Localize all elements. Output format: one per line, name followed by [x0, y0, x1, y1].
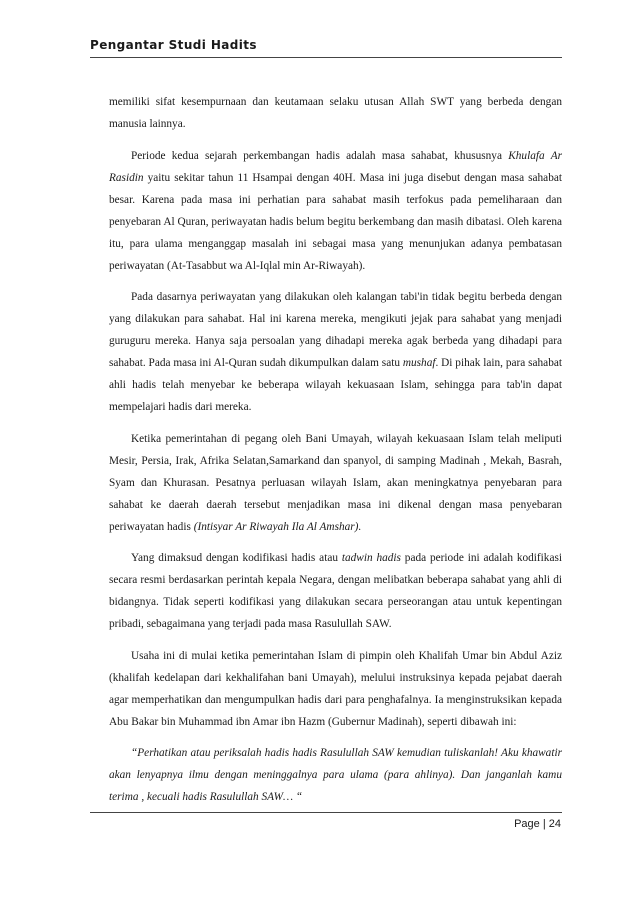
- text-run: pada periode ini adalah kodifikasi secara resmi berdasarkan perintah kepala Negara, dengan melibatkan beberapa sahabat yang ahli di bidangnya. Tidak seperti kodifikasi yang dilakukan secara perseorangan atau untuk kepentingan pribadi, sebagaimana yang terjadi pada masa Rasulullah SAW.: [109, 552, 563, 630]
- header-divider: [90, 57, 562, 58]
- page-number: Page | 24: [514, 818, 561, 830]
- running-header: Pengantar Studi Hadits: [90, 38, 257, 52]
- text-run: Ketika pemerintahan di pegang oleh Bani Umayah, wilayah kekuasaan Islam telah meliputi Mesir, Persia, Irak, Afrika Selatan,Samarkand dan spanyol, di samping Madinah , Mekah, Basrah, Syam dan Khurasan. Pesatnya perluasan wilayah Islam, akan meningkatnya penyebaran para sahabat ke daerah daerah tersebut menjadikan masa ini dikenal dengan masa penyebaran periwayatan hadis: [109, 432, 562, 533]
- paragraph: [109, 286, 562, 418]
- text-run: Usaha ini di mulai ketika pemerintahan Islam di pimpin oleh Khalifah Umar bin Abdul Aziz (khalifah kedelapan dari kekhalifahan bani Umayah), melului instruksinya kepada pejabat daerah agar memperhatikan dan mengumpulkan hadis dari para penghafalnya. Ia menginstruksikan kepada Abu Bakar bin Muhammad ibn Amar ibn Hazm (Gubernur Madinah), seperti dibawah ini:: [109, 649, 562, 728]
- text-run: yaitu sekitar tahun 11 Hsampai dengan 40H. Masa ini juga disebut dengan masa sahabat besar. Karena pada masa ini perhatian para sahabat masih terfokus pada pemeliharaan dan penyebaran Al Quran, periwayatan hadis belum begitu berkembang dan masih dibatasi. Oleh karena itu, para ulama menganggap masalah ini sebagai masa yang menunjukan adanya pembatasan periwayatan (At-Tasabbut wa Al-Iqlal min Ar-Riwayah).: [109, 171, 562, 272]
- text-run: Pada dasarnya periwayatan yang dilakukan oleh kalangan tabi'in tidak begitu berbeda dengan yang dilakukan para sahabat. Hal ini karena mereka, mengikuti jejak para sahabat yang menjadi guruguru mereka. Hanya saja persoalan yang dihadapi mereka agak berbeda yang dihadapi para sahabat. Pada masa ini Al-Quran sudah dikumpulkan dalam satu: [109, 291, 562, 369]
- paragraph: [109, 428, 562, 538]
- text-run: Periode kedua sejarah perkembangan hadis adalah masa sahabat, khususnya: [131, 149, 509, 162]
- body-text: [109, 91, 562, 818]
- quotation: [109, 742, 562, 808]
- text-run: . Di pihak lain, para sahabat ahli hadis telah menyebar ke beberapa wilayah kekuasaan Islam, sehingga para tab'in dapat mempelajari hadis dari mereka.: [109, 357, 563, 413]
- italic-term: tadwin hadis: [341, 552, 401, 564]
- paragraph: [109, 91, 562, 135]
- italic-term: (Intisyar Ar Riwayah Ila Al Amshar).: [193, 520, 362, 533]
- italic-term: mushaf: [402, 357, 436, 369]
- paragraph: [109, 547, 562, 635]
- text-run: memiliki sifat kesempurnaan dan keutamaan selaku utusan Allah SWT yang berbeda dengan manusia lainnya.: [109, 96, 562, 130]
- paragraph: [109, 145, 562, 277]
- italic-term: Khulafa Ar Rasidin: [109, 149, 562, 184]
- text-run: Yang dimaksud dengan kodifikasi hadis atau: [131, 552, 342, 564]
- paragraph: [109, 645, 562, 733]
- quote-text: “Perhatikan atau periksalah hadis hadis Rasulullah SAW kemudian tuliskanlah! Aku khawatir akan lenyapnya ilmu dengan meninggalnya para ulama (para ahlinya). Dan janganlah kamu terima , kecuali hadis Rasulullah SAW… “: [109, 747, 562, 803]
- footer-divider: [90, 812, 562, 813]
